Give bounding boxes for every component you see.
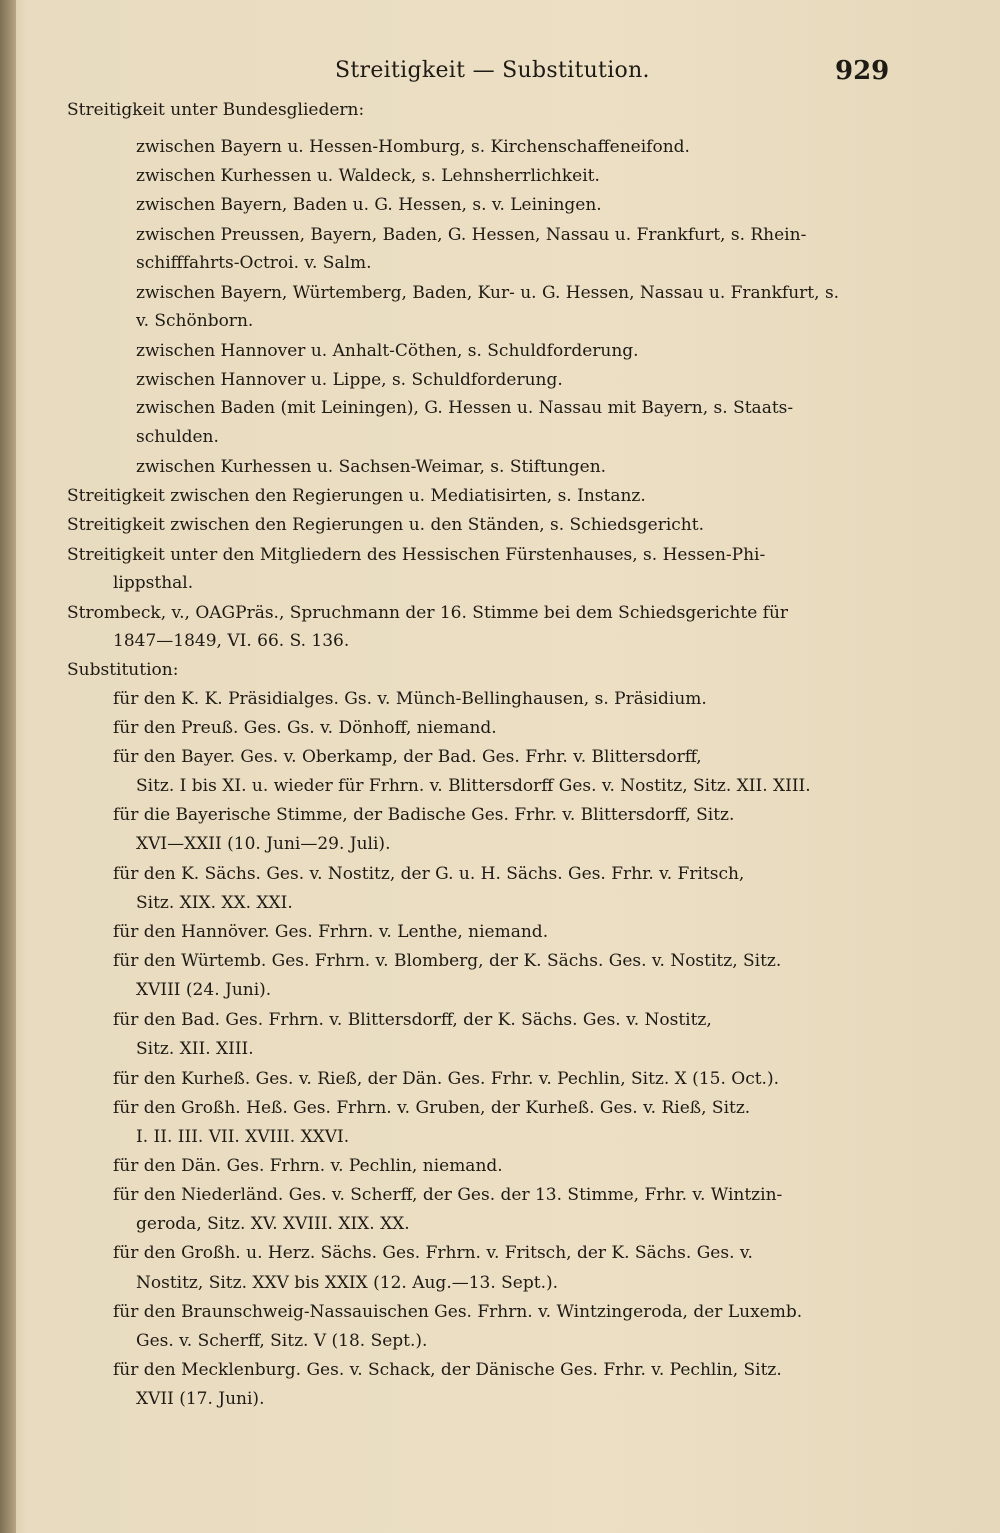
index-line: XVIII (24. Juni). [136, 980, 272, 1000]
running-header [0, 58, 1000, 92]
index-line: zwischen Preussen, Bayern, Baden, G. Hessen, Nassau u. Frankfurt, s. Rhein- [136, 225, 807, 245]
index-line: Strombeck, v., OAGPräs., Spruchmann der 16. Stimme bei dem Schiedsgerichte für [67, 603, 789, 623]
index-line: für den Dän. Ges. Frhrn. v. Pechlin, niemand. [113, 1156, 503, 1176]
index-line: für den Großh. Heß. Ges. Frhrn. v. Gruben, der Kurheß. Ges. v. Rieß, Sitz. [113, 1098, 751, 1118]
page-number: 929 [835, 56, 890, 86]
index-line: für den Würtemb. Ges. Frhrn. v. Blomberg, der K. Sächs. Ges. v. Nostitz, Sitz. [113, 951, 782, 971]
index-line: für den K. K. Präsidialges. Gs. v. Münch-Bellinghausen, s. Präsidium. [113, 689, 707, 709]
index-line: Streitigkeit zwischen den Regierungen u. Mediatisirten, s. Instanz. [67, 486, 646, 506]
index-line: Nostitz, Sitz. XXV bis XXIX (12. Aug.—13. Sept.). [136, 1273, 559, 1293]
index-line: für den K. Sächs. Ges. v. Nostitz, der G. u. H. Sächs. Ges. Frhr. v. Fritsch, [113, 864, 745, 884]
index-line: Streitigkeit zwischen den Regierungen u. den Ständen, s. Schiedsgericht. [67, 515, 704, 535]
index-line: für den Bad. Ges. Frhrn. v. Blittersdorff, der K. Sächs. Ges. v. Nostitz, [113, 1010, 712, 1030]
index-line: für den Kurheß. Ges. v. Rieß, der Dän. Ges. Frhr. v. Pechlin, Sitz. X (15. Oct.). [113, 1069, 779, 1089]
index-line: Streitigkeit unter den Mitgliedern des Hessischen Fürstenhauses, s. Hessen-Phi- [67, 545, 766, 565]
index-line: für die Bayerische Stimme, der Badische Ges. Frhr. v. Blittersdorff, Sitz. [113, 805, 735, 825]
index-line: zwischen Bayern u. Hessen-Homburg, s. Kirchenschaffeneifond. [136, 137, 690, 157]
index-line: für den Niederländ. Ges. v. Scherff, der Ges. der 13. Stimme, Frhr. v. Wintzin- [113, 1185, 783, 1205]
index-line: zwischen Bayern, Baden u. G. Hessen, s. v. Leiningen. [136, 195, 602, 215]
index-line: zwischen Baden (mit Leiningen), G. Hessen u. Nassau mit Bayern, s. Staats- [136, 398, 794, 418]
index-line: Streitigkeit unter Bundesgliedern: [67, 100, 365, 120]
index-line: zwischen Hannover u. Lippe, s. Schuldforderung. [136, 370, 563, 390]
index-line: geroda, Sitz. XV. XVIII. XIX. XX. [136, 1214, 410, 1234]
index-line: schifffahrts-Octroi. v. Salm. [136, 253, 372, 273]
index-line: 1847—1849, VI. 66. S. 136. [113, 631, 350, 651]
index-line: Sitz. I bis XI. u. wieder für Frhrn. v. Blittersdorff Ges. v. Nostitz, Sitz. XII. XIII. [136, 776, 811, 796]
index-line: Sitz. XIX. XX. XXI. [136, 893, 293, 913]
index-line: zwischen Bayern, Würtemberg, Baden, Kur- u. G. Hessen, Nassau u. Frankfurt, s. [136, 283, 840, 303]
index-line: lippsthal. [113, 573, 194, 593]
index-line: für den Braunschweig-Nassauischen Ges. Frhrn. v. Wintzingeroda, der Luxemb. [113, 1302, 803, 1322]
index-line: für den Preuß. Ges. Gs. v. Dönhoff, niemand. [113, 718, 497, 738]
index-line: v. Schönborn. [136, 311, 254, 331]
index-line: für den Großh. u. Herz. Sächs. Ges. Frhrn. v. Fritsch, der K. Sächs. Ges. v. [113, 1243, 753, 1263]
index-line: schulden. [136, 427, 219, 447]
index-line: Sitz. XII. XIII. [136, 1039, 254, 1059]
index-line: zwischen Kurhessen u. Sachsen-Weimar, s. Stiftungen. [136, 457, 607, 477]
page-spine-shadow [0, 0, 16, 1533]
index-line: XVII (17. Juni). [136, 1389, 265, 1409]
index-line: für den Hannöver. Ges. Frhrn. v. Lenthe, niemand. [113, 922, 549, 942]
index-line: zwischen Kurhessen u. Waldeck, s. Lehnsherrlichkeit. [136, 166, 600, 186]
index-line: XVI—XXII (10. Juni—29. Juli). [136, 834, 391, 854]
index-line: für den Mecklenburg. Ges. v. Schack, der Dänische Ges. Frhr. v. Pechlin, Sitz. [113, 1360, 782, 1380]
index-line: Ges. v. Scherff, Sitz. V (18. Sept.). [136, 1331, 428, 1351]
index-line: Substitution: [67, 660, 179, 680]
index-line: I. II. III. VII. XVIII. XXVI. [136, 1127, 350, 1147]
index-line: zwischen Hannover u. Anhalt-Cöthen, s. Schuldforderung. [136, 341, 639, 361]
header-title: Streitigkeit — Substitution. [335, 58, 650, 83]
index-line: für den Bayer. Ges. v. Oberkamp, der Bad. Ges. Frhr. v. Blittersdorff, [113, 747, 702, 767]
